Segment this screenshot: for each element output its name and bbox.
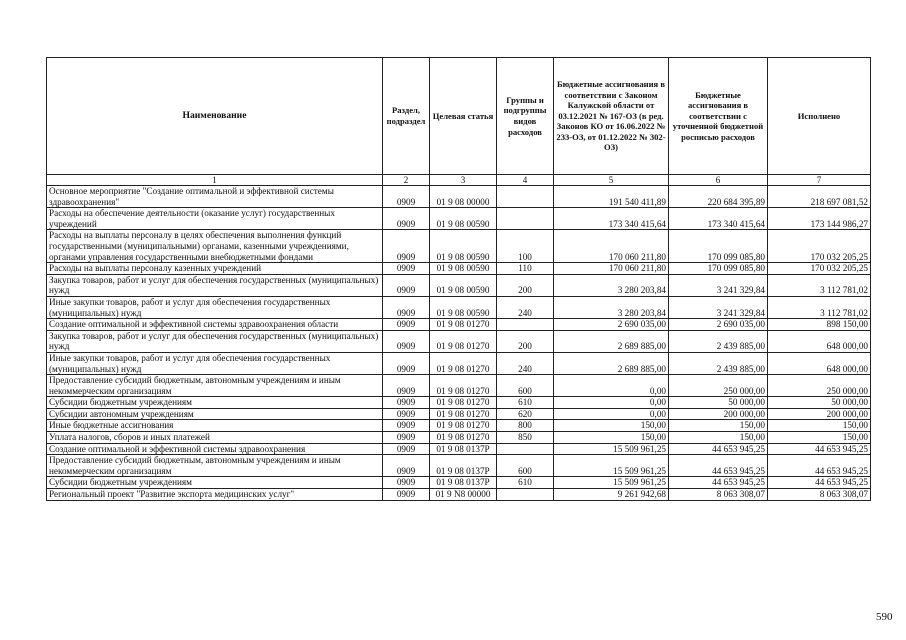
table-row (47, 420, 871, 432)
row-law-allocation: 173 340 415,64 (554, 208, 669, 230)
row-section: 0909 (383, 274, 430, 296)
row-section: 0909 (383, 208, 430, 230)
row-section: 0909 (383, 408, 430, 420)
row-law-allocation: 0,00 (554, 375, 669, 397)
column-number: 1 (47, 175, 383, 186)
row-group (497, 186, 554, 208)
table-row (47, 443, 871, 455)
row-executed: 170 032 205,25 (768, 263, 871, 275)
row-group: 200 (497, 274, 554, 296)
table-row (47, 477, 871, 489)
row-section: 0909 (383, 420, 430, 432)
row-refined-allocation: 173 340 415,64 (669, 208, 768, 230)
row-law-allocation: 15 509 961,25 (554, 455, 669, 477)
row-article: 01 9 08 01270 (430, 420, 497, 432)
row-group: 850 (497, 432, 554, 444)
row-name: Закупка товаров, работ и услуг для обеспечения государственных (муниципальных) нужд (47, 274, 383, 296)
row-name: Иные закупки товаров, работ и услуг для обеспечения государственных (муниципальных) нужд (47, 296, 383, 318)
table-row (47, 408, 871, 420)
row-refined-allocation: 220 684 395,89 (669, 186, 768, 208)
row-refined-allocation: 2 690 035,00 (669, 319, 768, 331)
header-article: Целевая статья (430, 58, 497, 175)
row-group: 600 (497, 375, 554, 397)
row-group: 800 (497, 420, 554, 432)
row-article: 01 9 08 00590 (430, 208, 497, 230)
row-section: 0909 (383, 296, 430, 318)
table-row (47, 296, 871, 318)
row-name: Расходы на выплаты персоналу в целях обеспечения выполнения функций государственными (муниципальными) органами, казенными учреждениями, органами управления государственными внебюджетными фондами (47, 230, 383, 263)
row-group (497, 443, 554, 455)
row-law-allocation: 2 689 885,00 (554, 330, 669, 352)
row-section: 0909 (383, 397, 430, 409)
row-refined-allocation: 200 000,00 (669, 408, 768, 420)
row-name: Иные закупки товаров, работ и услуг для обеспечения государственных (муниципальных) нужд (47, 352, 383, 374)
row-group: 240 (497, 352, 554, 374)
page-number: 590 (876, 611, 893, 623)
row-refined-allocation: 170 099 085,80 (669, 263, 768, 275)
row-name: Уплата налогов, сборов и иных платежей (47, 432, 383, 444)
row-executed: 648 000,00 (768, 330, 871, 352)
row-group: 620 (497, 408, 554, 420)
row-name: Закупка товаров, работ и услуг для обеспечения государственных (муниципальных) нужд (47, 330, 383, 352)
row-executed: 8 063 308,07 (768, 489, 871, 501)
row-law-allocation: 0,00 (554, 397, 669, 409)
table-row (47, 455, 871, 477)
row-refined-allocation: 2 439 885,00 (669, 330, 768, 352)
row-executed: 218 697 081,52 (768, 186, 871, 208)
row-group (497, 489, 554, 501)
row-group: 100 (497, 230, 554, 263)
row-name: Создание оптимальной и эффективной системы здравоохранения области (47, 319, 383, 331)
row-refined-allocation: 3 241 329,84 (669, 296, 768, 318)
row-law-allocation: 3 280 203,84 (554, 296, 669, 318)
row-law-allocation: 0,00 (554, 408, 669, 420)
row-article: 01 9 08 00590 (430, 274, 497, 296)
row-group: 610 (497, 397, 554, 409)
table-row (47, 397, 871, 409)
row-article: 01 9 08 0137Р (430, 455, 497, 477)
column-number: 5 (554, 175, 669, 186)
row-executed: 648 000,00 (768, 352, 871, 374)
row-refined-allocation: 8 063 308,07 (669, 489, 768, 501)
row-refined-allocation: 150,00 (669, 432, 768, 444)
budget-table (46, 57, 871, 501)
header-section: Раздел, подраздел (383, 58, 430, 175)
row-law-allocation: 2 690 035,00 (554, 319, 669, 331)
table-row (47, 263, 871, 275)
row-section: 0909 (383, 352, 430, 374)
row-refined-allocation: 2 439 885,00 (669, 352, 768, 374)
row-name: Предоставление субсидий бюджетным, автономным учреждениям и иным некоммерческим организациям (47, 455, 383, 477)
row-executed: 150,00 (768, 420, 871, 432)
row-section: 0909 (383, 330, 430, 352)
row-name: Предоставление субсидий бюджетным, автономным учреждениям и иным некоммерческим организациям (47, 375, 383, 397)
row-article: 01 9 N8 00000 (430, 489, 497, 501)
row-name: Субсидии автономным учреждениям (47, 408, 383, 420)
row-article: 01 9 08 01270 (430, 432, 497, 444)
row-refined-allocation: 44 653 945,25 (669, 443, 768, 455)
row-article: 01 9 08 01270 (430, 319, 497, 331)
row-group: 110 (497, 263, 554, 275)
row-executed: 170 032 205,25 (768, 230, 871, 263)
header-group: Группы и подгруппы видов расходов (497, 58, 554, 175)
column-number: 7 (768, 175, 871, 186)
row-article: 01 9 08 00590 (430, 230, 497, 263)
row-section: 0909 (383, 186, 430, 208)
row-refined-allocation: 50 000,00 (669, 397, 768, 409)
row-law-allocation: 170 060 211,80 (554, 263, 669, 275)
row-refined-allocation: 250 000,00 (669, 375, 768, 397)
table-row (47, 432, 871, 444)
row-group: 200 (497, 330, 554, 352)
row-article: 01 9 08 01270 (430, 408, 497, 420)
row-law-allocation: 191 540 411,89 (554, 186, 669, 208)
row-section: 0909 (383, 263, 430, 275)
table-row (47, 330, 871, 352)
row-article: 01 9 08 0137Р (430, 477, 497, 489)
row-executed: 3 112 781,02 (768, 296, 871, 318)
row-executed: 44 653 945,25 (768, 455, 871, 477)
row-article: 01 9 08 00000 (430, 186, 497, 208)
row-name: Расходы на выплаты персоналу казенных учреждений (47, 263, 383, 275)
table-row (47, 489, 871, 501)
row-law-allocation: 150,00 (554, 420, 669, 432)
table-row (47, 230, 871, 263)
row-executed: 898 150,00 (768, 319, 871, 331)
row-group: 240 (497, 296, 554, 318)
header-executed: Исполнено (768, 58, 871, 175)
header-refined-allocation: Бюджетные ассигнования в соответствии с уточненной бюджетной росписью расходов (669, 58, 768, 175)
header-name: Наименование (47, 58, 383, 175)
table-row (47, 208, 871, 230)
table-row (47, 352, 871, 374)
table-body (47, 186, 871, 501)
row-refined-allocation: 3 241 329,84 (669, 274, 768, 296)
row-executed: 3 112 781,02 (768, 274, 871, 296)
row-executed: 44 653 945,25 (768, 443, 871, 455)
row-name: Иные бюджетные ассигнования (47, 420, 383, 432)
column-number: 2 (383, 175, 430, 186)
row-executed: 50 000,00 (768, 397, 871, 409)
row-section: 0909 (383, 455, 430, 477)
row-article: 01 9 08 00590 (430, 296, 497, 318)
row-executed: 250 000,00 (768, 375, 871, 397)
row-section: 0909 (383, 319, 430, 331)
column-number: 3 (430, 175, 497, 186)
row-article: 01 9 08 01270 (430, 375, 497, 397)
row-article: 01 9 08 01270 (430, 397, 497, 409)
row-law-allocation: 9 261 942,68 (554, 489, 669, 501)
row-group: 610 (497, 477, 554, 489)
row-section: 0909 (383, 477, 430, 489)
row-section: 0909 (383, 230, 430, 263)
row-refined-allocation: 44 653 945,25 (669, 477, 768, 489)
row-law-allocation: 3 280 203,84 (554, 274, 669, 296)
row-name: Расходы на обеспечение деятельности (оказание услуг) государственных учреждений (47, 208, 383, 230)
row-group (497, 319, 554, 331)
row-refined-allocation: 170 099 085,80 (669, 230, 768, 263)
row-law-allocation: 15 509 961,25 (554, 443, 669, 455)
row-law-allocation: 2 689 885,00 (554, 352, 669, 374)
row-name: Создание оптимальной и эффективной системы здравоохранения (47, 443, 383, 455)
row-article: 01 9 08 01270 (430, 352, 497, 374)
row-article: 01 9 08 01270 (430, 330, 497, 352)
row-executed: 44 653 945,25 (768, 477, 871, 489)
row-section: 0909 (383, 489, 430, 501)
row-law-allocation: 15 509 961,25 (554, 477, 669, 489)
row-name: Субсидии бюджетным учреждениям (47, 477, 383, 489)
row-refined-allocation: 44 653 945,25 (669, 455, 768, 477)
column-number-row (47, 175, 871, 186)
column-number: 4 (497, 175, 554, 186)
table-row (47, 186, 871, 208)
table-row (47, 274, 871, 296)
row-section: 0909 (383, 432, 430, 444)
row-executed: 173 144 986,27 (768, 208, 871, 230)
row-section: 0909 (383, 375, 430, 397)
header-row (47, 58, 871, 175)
row-article: 01 9 08 0137Р (430, 443, 497, 455)
table-row (47, 319, 871, 331)
row-refined-allocation: 150,00 (669, 420, 768, 432)
table-row (47, 375, 871, 397)
row-name: Основное мероприятие "Создание оптимальной и эффективной системы здравоохранения" (47, 186, 383, 208)
row-law-allocation: 170 060 211,80 (554, 230, 669, 263)
row-law-allocation: 150,00 (554, 432, 669, 444)
row-group (497, 208, 554, 230)
row-section: 0909 (383, 443, 430, 455)
row-name: Региональный проект "Развитие экспорта медицинских услуг" (47, 489, 383, 501)
row-group: 600 (497, 455, 554, 477)
row-article: 01 9 08 00590 (430, 263, 497, 275)
row-executed: 150,00 (768, 432, 871, 444)
column-number: 6 (669, 175, 768, 186)
row-name: Субсидии бюджетным учреждениям (47, 397, 383, 409)
header-law-allocation: Бюджетные ассигнования в соответствии с Законом Калужской области от 03.12.2021 № 167-ОЗ (в ред. Законов КО от 16.06.2022 № 233-ОЗ, от 01.12.2022 № 302-ОЗ) (554, 58, 669, 175)
row-executed: 200 000,00 (768, 408, 871, 420)
